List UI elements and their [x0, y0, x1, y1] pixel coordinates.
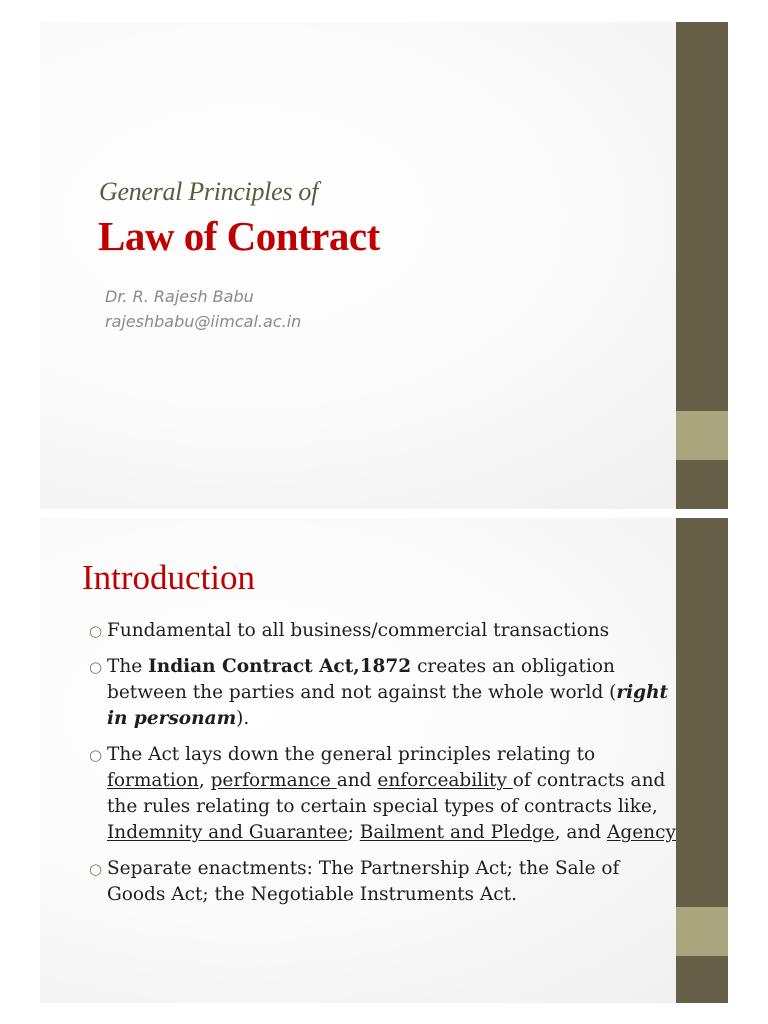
slide-subtitle: General Principles of — [99, 177, 318, 206]
bullet-list — [87, 618, 677, 918]
underlined-term-bailment: Bailment and Pledge — [359, 822, 555, 843]
bullet-item — [87, 618, 677, 644]
slide-title: Law of Contract — [98, 213, 380, 259]
title-slide — [40, 22, 728, 509]
bullet-circle-icon: ○ — [89, 860, 103, 878]
author-name: Dr. R. Rajesh Babu — [105, 287, 254, 306]
bullet-text: Fundamental to all business/commercial transactions — [107, 620, 610, 641]
bullet-text: of contracts and the rules relating to certain special types of contracts like, — [107, 770, 666, 817]
bullet-text: The Act lays down the general principles relating to — [107, 744, 596, 765]
bullet-item — [87, 654, 677, 732]
underlined-term-indemnity: Indemnity and Guarantee — [107, 822, 348, 843]
bullet-circle-icon: ○ — [89, 746, 103, 764]
bullet-item — [87, 742, 677, 846]
bullet-text: , and — [554, 822, 608, 843]
underlined-term-enforceability: enforceability — [377, 770, 513, 791]
bullet-item — [87, 856, 677, 908]
sidebar-accent-block — [676, 907, 728, 956]
author-email: rajeshbabu@iimcal.ac.in — [105, 312, 302, 331]
slide-sidebar — [676, 518, 728, 1003]
underlined-term-performance: performance — [210, 770, 337, 791]
underlined-term-agency: Agency — [607, 822, 676, 843]
bullet-circle-icon: ○ — [89, 658, 103, 676]
introduction-heading: Introduction — [82, 558, 256, 597]
slide-sidebar — [676, 22, 728, 509]
act-name: Indian Contract Act,1872 — [148, 656, 412, 677]
bullet-text: creates an obligation between the parties and not against the whole world ( — [107, 656, 617, 703]
bullet-text: , — [198, 770, 211, 791]
bullet-text: and — [336, 770, 378, 791]
legal-term: right in personam — [107, 682, 669, 729]
author-block — [105, 284, 301, 334]
bullet-circle-icon: ○ — [89, 622, 103, 640]
introduction-slide — [40, 518, 728, 1003]
bullet-text: ). — [236, 708, 250, 729]
sidebar-accent-block — [676, 411, 728, 460]
underlined-term-formation: formation — [107, 770, 199, 791]
bullet-text: Separate enactments: The Partnership Act; the Sale of Goods Act; the Negotiable Instruments Act. — [107, 858, 620, 905]
bullet-text: The — [107, 656, 149, 677]
bullet-text: ; — [347, 822, 360, 843]
